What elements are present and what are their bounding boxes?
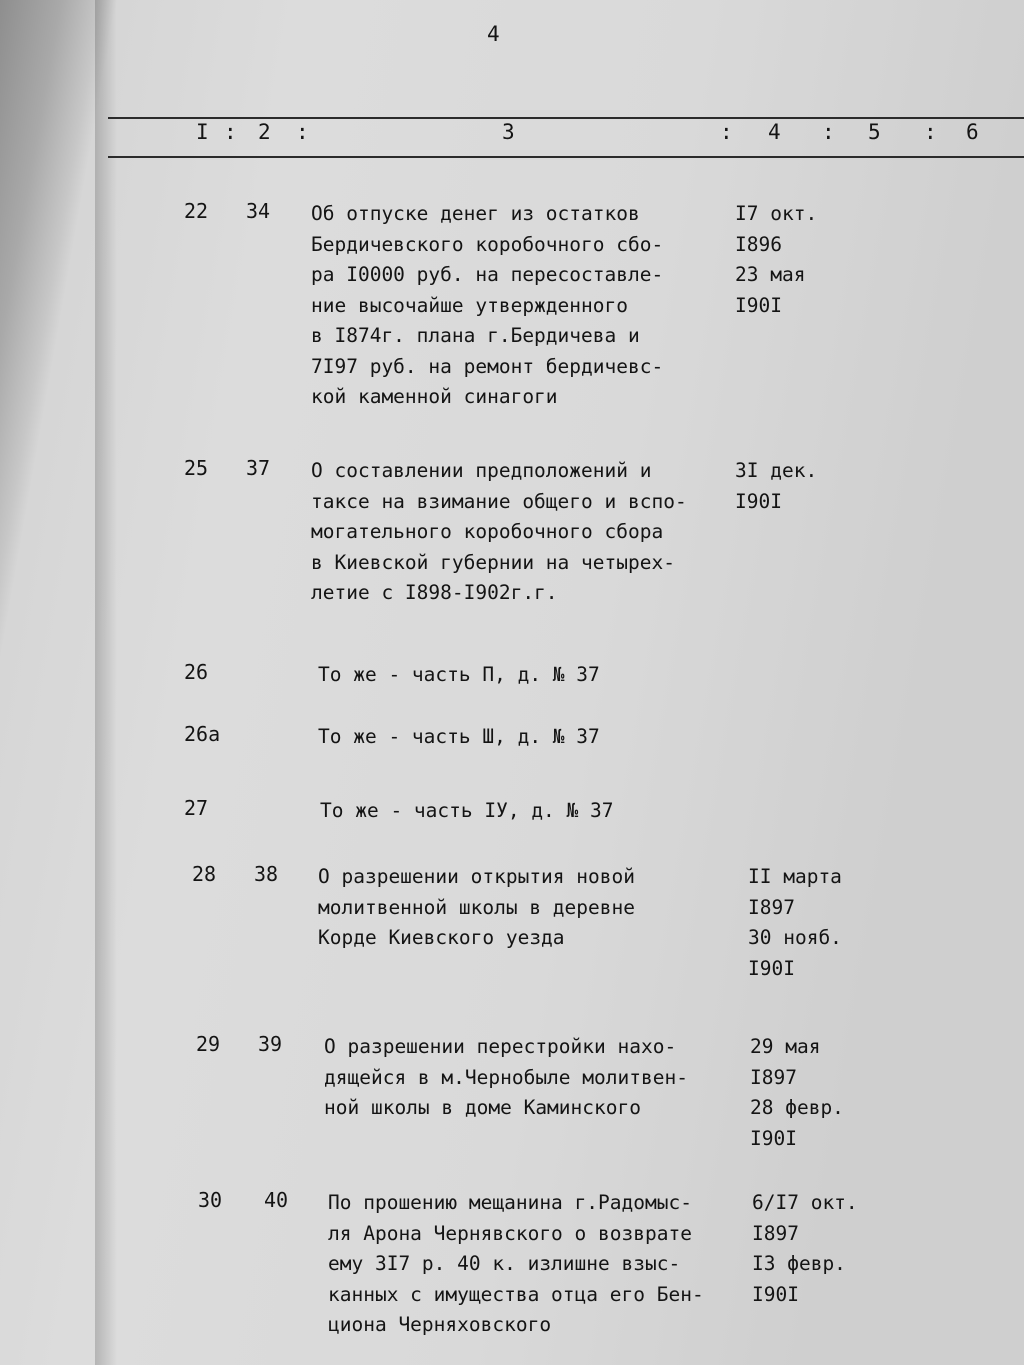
binding-gutter-shadow [95,0,117,1365]
old-case-number: 37 [246,456,271,480]
column-header-6: 6 [966,120,980,144]
description-line: в Киевской губернии на четырех- [311,550,675,574]
description-line: Корде Киевского уезда [318,926,565,949]
column-header-3: 3 [502,120,516,144]
case-dates [748,862,842,984]
case-description [311,199,731,413]
description-line: канных с имущества отца его Бен- [328,1282,704,1306]
date-line: 28 февр. [750,1096,844,1119]
description-line: То же - часть П, д. № 37 [318,663,600,686]
description-line: в I874г. плана г.Бердичева и [311,324,640,347]
description-line: молитвенной школы в деревне [318,895,635,919]
description-line: дящейся в м.Чернобыле молитвен- [324,1065,688,1089]
case-description [318,660,738,691]
entry-number: 28 [192,862,217,886]
entry-number: 30 [198,1188,223,1212]
column-header-2: 2 [258,120,272,144]
description-line: 7I97 руб. на ремонт бердичевс- [311,354,664,378]
column-separator: : [720,120,734,144]
entry-number: 22 [184,199,209,223]
date-line: I90I [748,956,795,980]
column-header-4: 4 [768,120,782,144]
description-line: О разрешении перестройки нахо- [324,1035,677,1058]
description-line: ра I0000 руб. на пересоставле- [311,263,664,286]
description-line: могательного коробочного сбора [311,520,664,543]
description-line: Бердичевского коробочного сбо- [311,232,664,256]
case-dates [735,199,817,321]
date-line: I897 [750,1065,797,1089]
case-dates [750,1032,844,1154]
date-line: I90I [750,1126,797,1150]
date-line: 29 мая [750,1035,821,1058]
date-line: I897 [752,1221,799,1245]
entry-number: 25 [184,456,209,480]
column-separator: : [296,120,310,144]
description-line: То же - часть Ш, д. № 37 [318,725,600,748]
page-number: 4 [487,22,500,46]
case-description [318,862,738,954]
date-line: I7 окт. [735,202,818,225]
description-line: Об отпуске денег из остатков [311,202,640,225]
date-line: 23 мая [735,263,806,286]
header-rule-bottom [108,156,1024,158]
date-line: I90I [752,1282,799,1306]
date-line: I897 [748,895,795,919]
case-description [311,456,731,609]
case-description [320,796,740,827]
entry-number: 26а [184,722,221,746]
column-separator: : [924,120,938,144]
description-line: ля Арона Чернявского о возврате [328,1221,692,1245]
date-line: I90I [735,293,782,317]
entry-number: 27 [184,796,209,820]
header-rule-top [108,117,1024,119]
case-description [324,1032,744,1124]
column-separator: : [822,120,836,144]
description-line: таксе на взимание общего и вспо- [311,489,687,513]
date-line: I896 [735,232,782,256]
entry-number: 29 [196,1032,221,1056]
description-line: ему 3I7 р. 40 к. излишне взыс- [328,1252,681,1275]
case-dates [752,1188,858,1310]
date-line: I90I [735,489,782,513]
case-description [318,722,738,753]
description-line: кой каменной синагоги [311,385,558,408]
date-line: 3I дек. [735,459,818,482]
description-line: ной школы в доме Каминского [324,1096,641,1119]
entry-number: 26 [184,660,209,684]
description-line: По прошению мещанина г.Радомыс- [328,1191,692,1214]
date-line: 6/I7 окт. [752,1191,858,1214]
column-header-5: 5 [868,120,882,144]
description-line: О составлении предположений и [311,459,652,482]
old-case-number: 34 [246,199,271,223]
description-line: То же - часть IУ, д. № 37 [320,799,614,822]
description-line: летие с I898-I902г.г. [311,581,558,604]
column-header-1: I [196,120,210,144]
old-case-number: 38 [254,862,279,886]
old-case-number: 39 [258,1032,283,1056]
case-dates [735,456,817,517]
date-line: I3 февр. [752,1252,846,1275]
date-line: II марта [748,865,842,888]
old-case-number: 40 [264,1188,289,1212]
description-line: ние высочайше утвержденного [311,293,628,317]
date-line: 30 нояб. [748,926,842,949]
column-separator: : [224,120,238,144]
case-description [328,1188,748,1341]
description-line: циона Черняховского [328,1313,552,1336]
description-line: О разрешении открытия новой [318,865,635,888]
